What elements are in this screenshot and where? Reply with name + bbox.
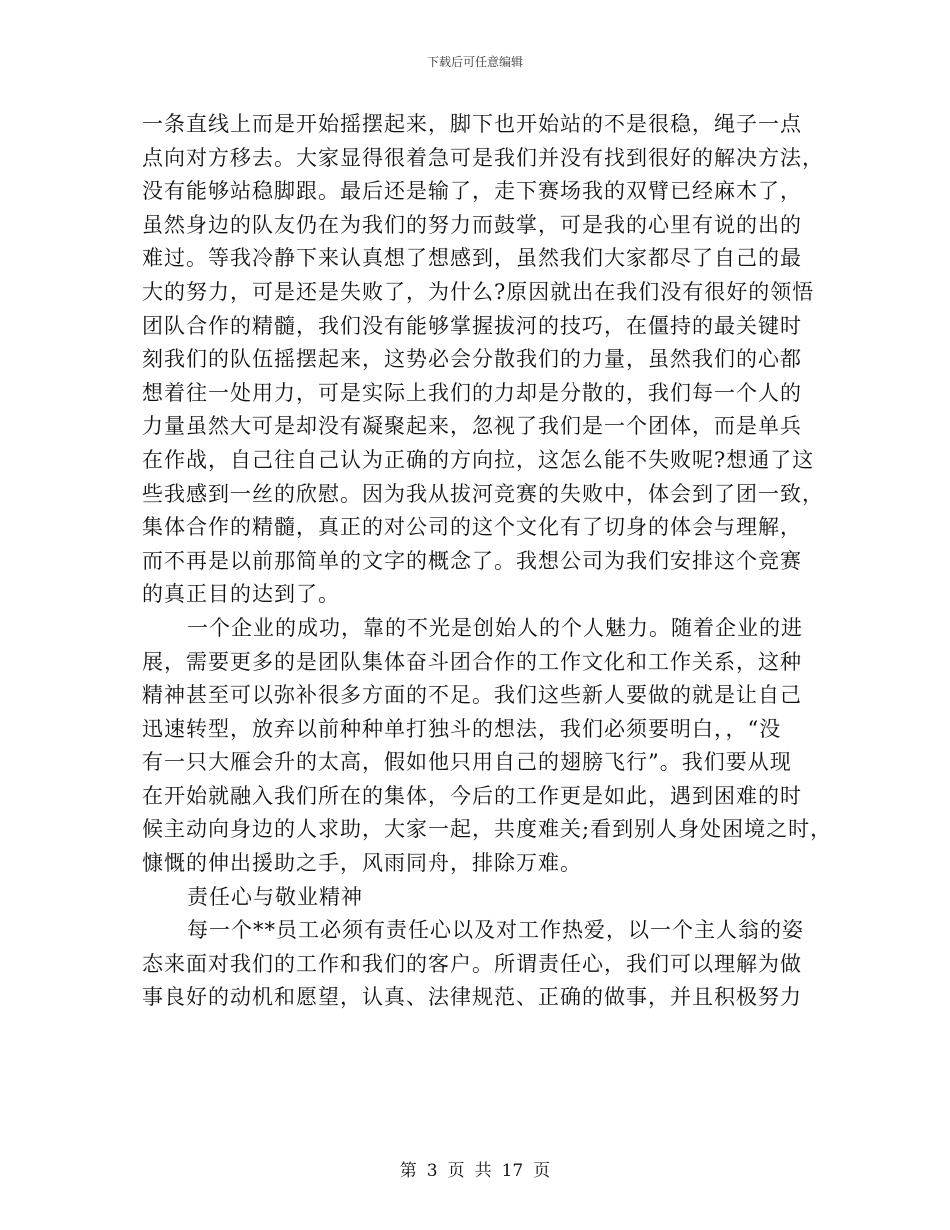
text-line: 迅速转型，放弃以前种种单打独斗的想法，我们必须要明白，，“没 <box>142 716 782 741</box>
text-line: 候主动向身边的人求助，大家一起，共度难关;看到别人身处困境之时， <box>142 817 833 842</box>
text-line: 而不再是以前那简单的文字的概念了。我想公司为我们安排这个竞赛 <box>142 548 802 573</box>
document-body <box>142 108 832 1015</box>
footer-suffix: 页 <box>533 1161 551 1181</box>
footer-prefix: 第 <box>399 1161 417 1181</box>
text-line: 没有能够站稳脚跟。最后还是输了，走下赛场我的双臂已经麻木了， <box>142 179 802 204</box>
text-line: 一条直线上而是开始摇摆起来，脚下也开始站的不是很稳，绳子一点 <box>142 112 802 136</box>
text-line: 集体合作的精髓，真正的对公司的这个文化有了切身的体会与理解， <box>142 515 802 540</box>
text-line: 团队合作的精髓，我们没有能够掌握拔河的技巧，在僵持的最关键时 <box>142 313 802 338</box>
text-line: 刻我们的队伍摇摆起来，这势必会分散我们的力量，虽然我们的心都 <box>142 347 802 372</box>
text-line: 的真正目的达到了。 <box>142 582 340 607</box>
text-line: 难过。等我冷静下来认真想了想感到，虽然我们大家都尽了自己的最 <box>142 246 802 271</box>
text-line: 事良好的动机和愿望，认真、法律规范、正确的做事，并且积极努力 <box>142 985 802 1010</box>
text-line: 有一只大雁会升的太高，假如他只用自己的翅膀飞行”。我们要从现 <box>142 750 792 775</box>
footer-page-number: 3 <box>426 1161 438 1181</box>
paragraph-start-line: 一个企业的成功，靠的不光是创始人的个人魅力。随着企业的进 <box>187 615 803 640</box>
footer-total-word: 共 <box>474 1161 492 1181</box>
text-line: 态来面对我们的工作和我们的客户。所谓责任心，我们可以理解为做 <box>142 951 802 976</box>
text-line: 展，需要更多的是团队集体奋斗团合作的工作文化和工作关系，这种 <box>142 649 802 674</box>
section-heading: 责任心与敬业精神 <box>187 884 363 909</box>
page-header: 下载后可任意编辑 <box>426 55 523 69</box>
text-line: 虽然身边的队友仍在为我们的努力而鼓掌，可是我的心里有说的出的 <box>142 212 802 237</box>
page-footer <box>0 1156 950 1181</box>
text-line: 慷慨的伸出援助之手，风雨同舟，排除万难。 <box>142 851 582 876</box>
text-line: 点向对方移去。大家显得很着急可是我们并没有找到很好的解决方法， <box>142 145 824 170</box>
paragraph-start-line: 每一个**员工必须有责任心以及对工作热爱，以一个主人翁的姿 <box>187 918 804 943</box>
text-line: 些我感到一丝的欣慰。因为我从拔河竞赛的失败中，体会到了团一致， <box>142 481 824 506</box>
footer-total-pages: 17 <box>501 1161 524 1181</box>
text-line: 在开始就融入我们所在的集体，今后的工作更是如此，遇到困难的时 <box>142 783 802 808</box>
text-line: 想着往一处用力，可是实际上我们的力却是分散的，我们每一个人的 <box>142 380 802 405</box>
footer-page-word: 页 <box>447 1161 465 1181</box>
text-line: 精神甚至可以弥补很多方面的不足。我们这些新人要做的就是让自己 <box>142 683 802 708</box>
text-line: 力量虽然大可是却没有凝聚起来，忽视了我们是一个团体，而是单兵 <box>142 414 802 439</box>
text-line: 在作战，自己往自己认为正确的方向拉，这怎么能不失败呢?想通了这 <box>142 447 815 472</box>
text-line: 大的努力，可是还是失败了，为什么?原因就出在我们没有很好的领悟 <box>142 279 815 304</box>
